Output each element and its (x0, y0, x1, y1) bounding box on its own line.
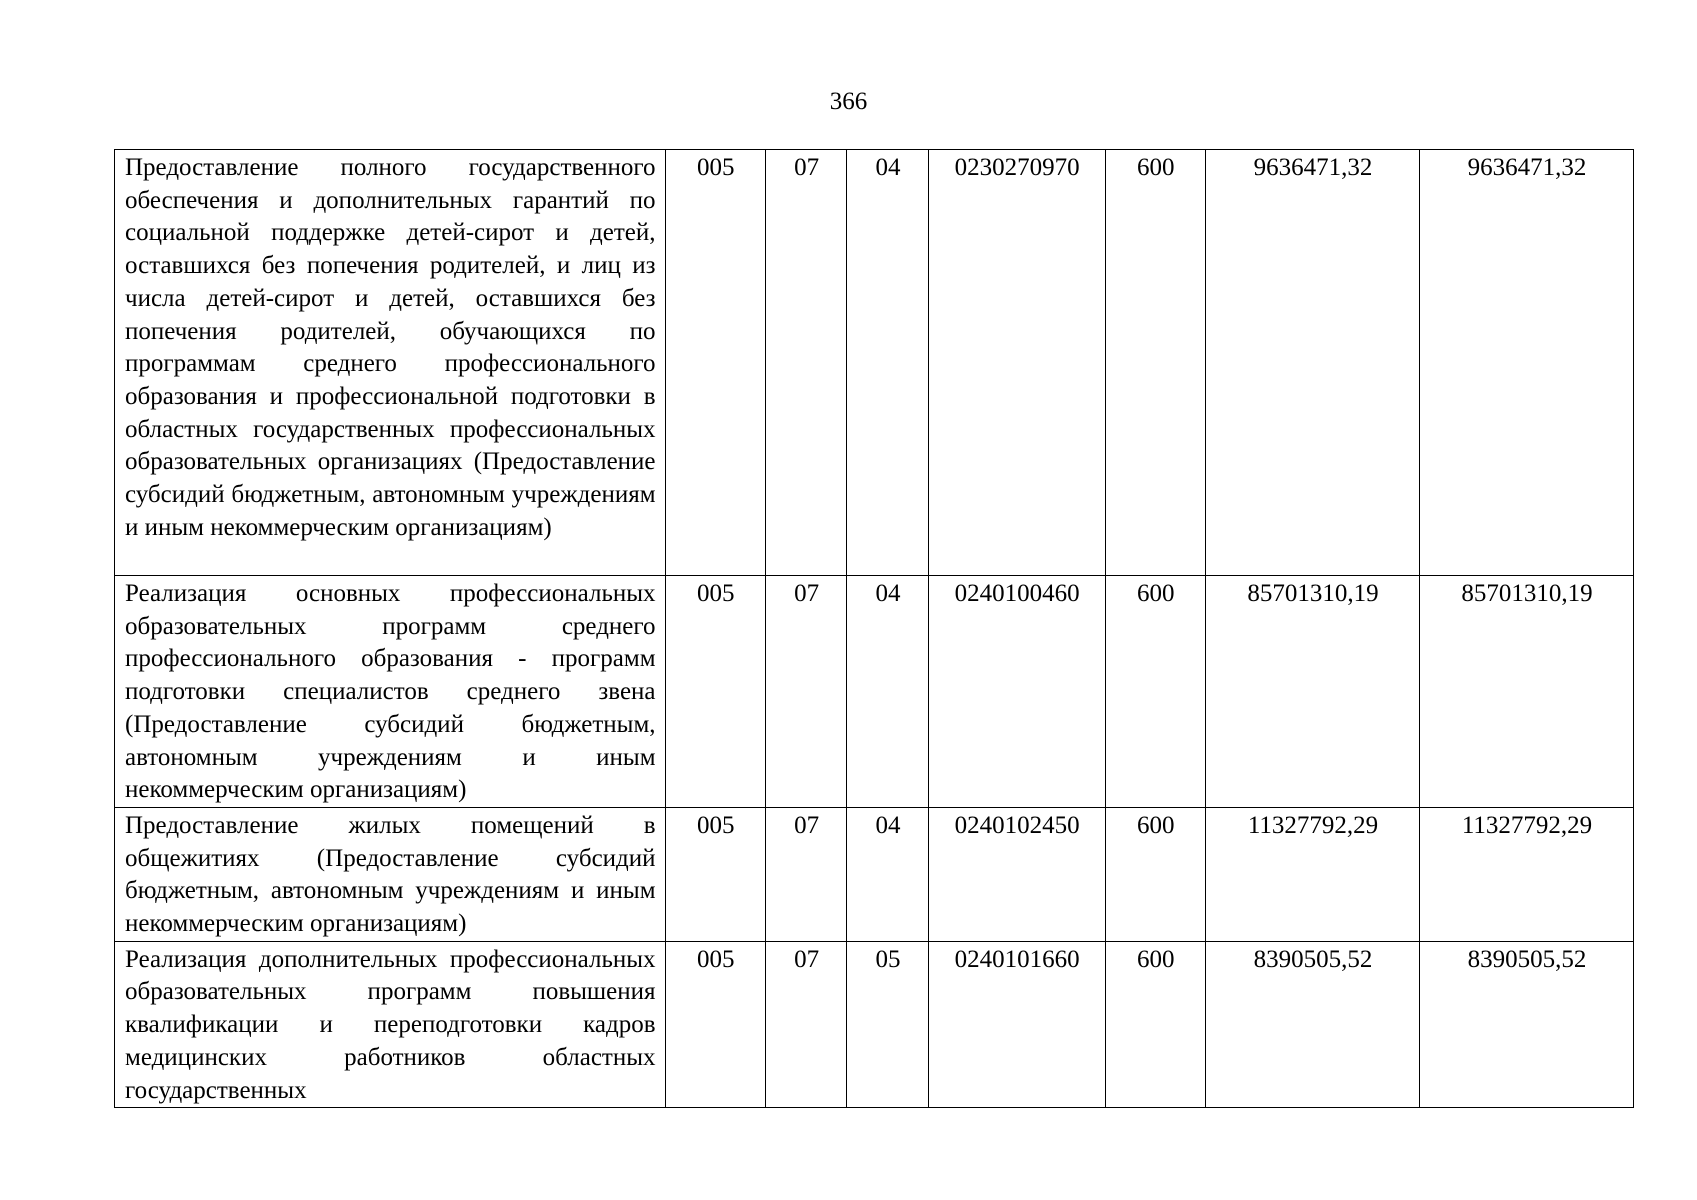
table-row (115, 150, 1634, 576)
table-row (115, 941, 1634, 1108)
subsection-code: 04 (847, 150, 928, 576)
ministry-code: 005 (665, 807, 765, 941)
budget-table (114, 149, 1634, 1108)
target-article-code: 0230270970 (928, 150, 1105, 576)
expense-description: Реализация основных профессиональных образовательных программ среднего профессионального образования - программ подготовки специалистов среднего звена (Предоставление субсидий бюджетным, автономным учреждениям и иным некоммерческим организациям) (115, 576, 666, 808)
target-article-code: 0240100460 (928, 576, 1105, 808)
target-article-code: 0240101660 (928, 941, 1105, 1108)
expense-type-code: 600 (1105, 941, 1205, 1108)
amount-cell: 8390505,52 (1419, 941, 1633, 1108)
expense-type-code: 600 (1105, 807, 1205, 941)
amount-cell: 11327792,29 (1206, 807, 1420, 941)
section-code: 07 (765, 150, 846, 576)
section-code: 07 (765, 807, 846, 941)
table-row (115, 576, 1634, 808)
expense-type-code: 600 (1105, 576, 1205, 808)
ministry-code: 005 (665, 150, 765, 576)
amount-cell: 9636471,32 (1206, 150, 1420, 576)
expense-description: Реализация дополнительных профессиональных образовательных программ повышения квалификации и переподготовки кадров медицинских работников областных государственных (115, 941, 666, 1108)
expense-description: Предоставление полного государственного обеспечения и дополнительных гарантий по социальной поддержке детей-сирот и детей, оставшихся без попечения родителей, и лиц из числа детей-сирот и детей, оставшихся без попечения родителей, обучающихся по программам среднего профессионального образования и профессиональной подготовки в областных государственных профессиональных образовательных организациях (Предоставление субсидий бюджетным, автономным учреждениям и иным некоммерческим организациям) (115, 150, 666, 576)
page-number: 366 (829, 88, 868, 115)
ministry-code: 005 (665, 576, 765, 808)
amount-cell: 11327792,29 (1419, 807, 1633, 941)
amount-cell: 8390505,52 (1206, 941, 1420, 1108)
amount-cell: 9636471,32 (1419, 150, 1633, 576)
expense-description: Предоставление жилых помещений в общежитиях (Предоставление субсидий бюджетным, автономным учреждениям и иным некоммерческим организациям) (115, 807, 666, 941)
amount-cell: 85701310,19 (1206, 576, 1420, 808)
subsection-code: 05 (847, 941, 928, 1108)
ministry-code: 005 (665, 941, 765, 1108)
amount-cell: 85701310,19 (1419, 576, 1633, 808)
section-code: 07 (765, 941, 846, 1108)
section-code: 07 (765, 576, 846, 808)
subsection-code: 04 (847, 576, 928, 808)
table-row (115, 807, 1634, 941)
subsection-code: 04 (847, 807, 928, 941)
expense-type-code: 600 (1105, 150, 1205, 576)
target-article-code: 0240102450 (928, 807, 1105, 941)
